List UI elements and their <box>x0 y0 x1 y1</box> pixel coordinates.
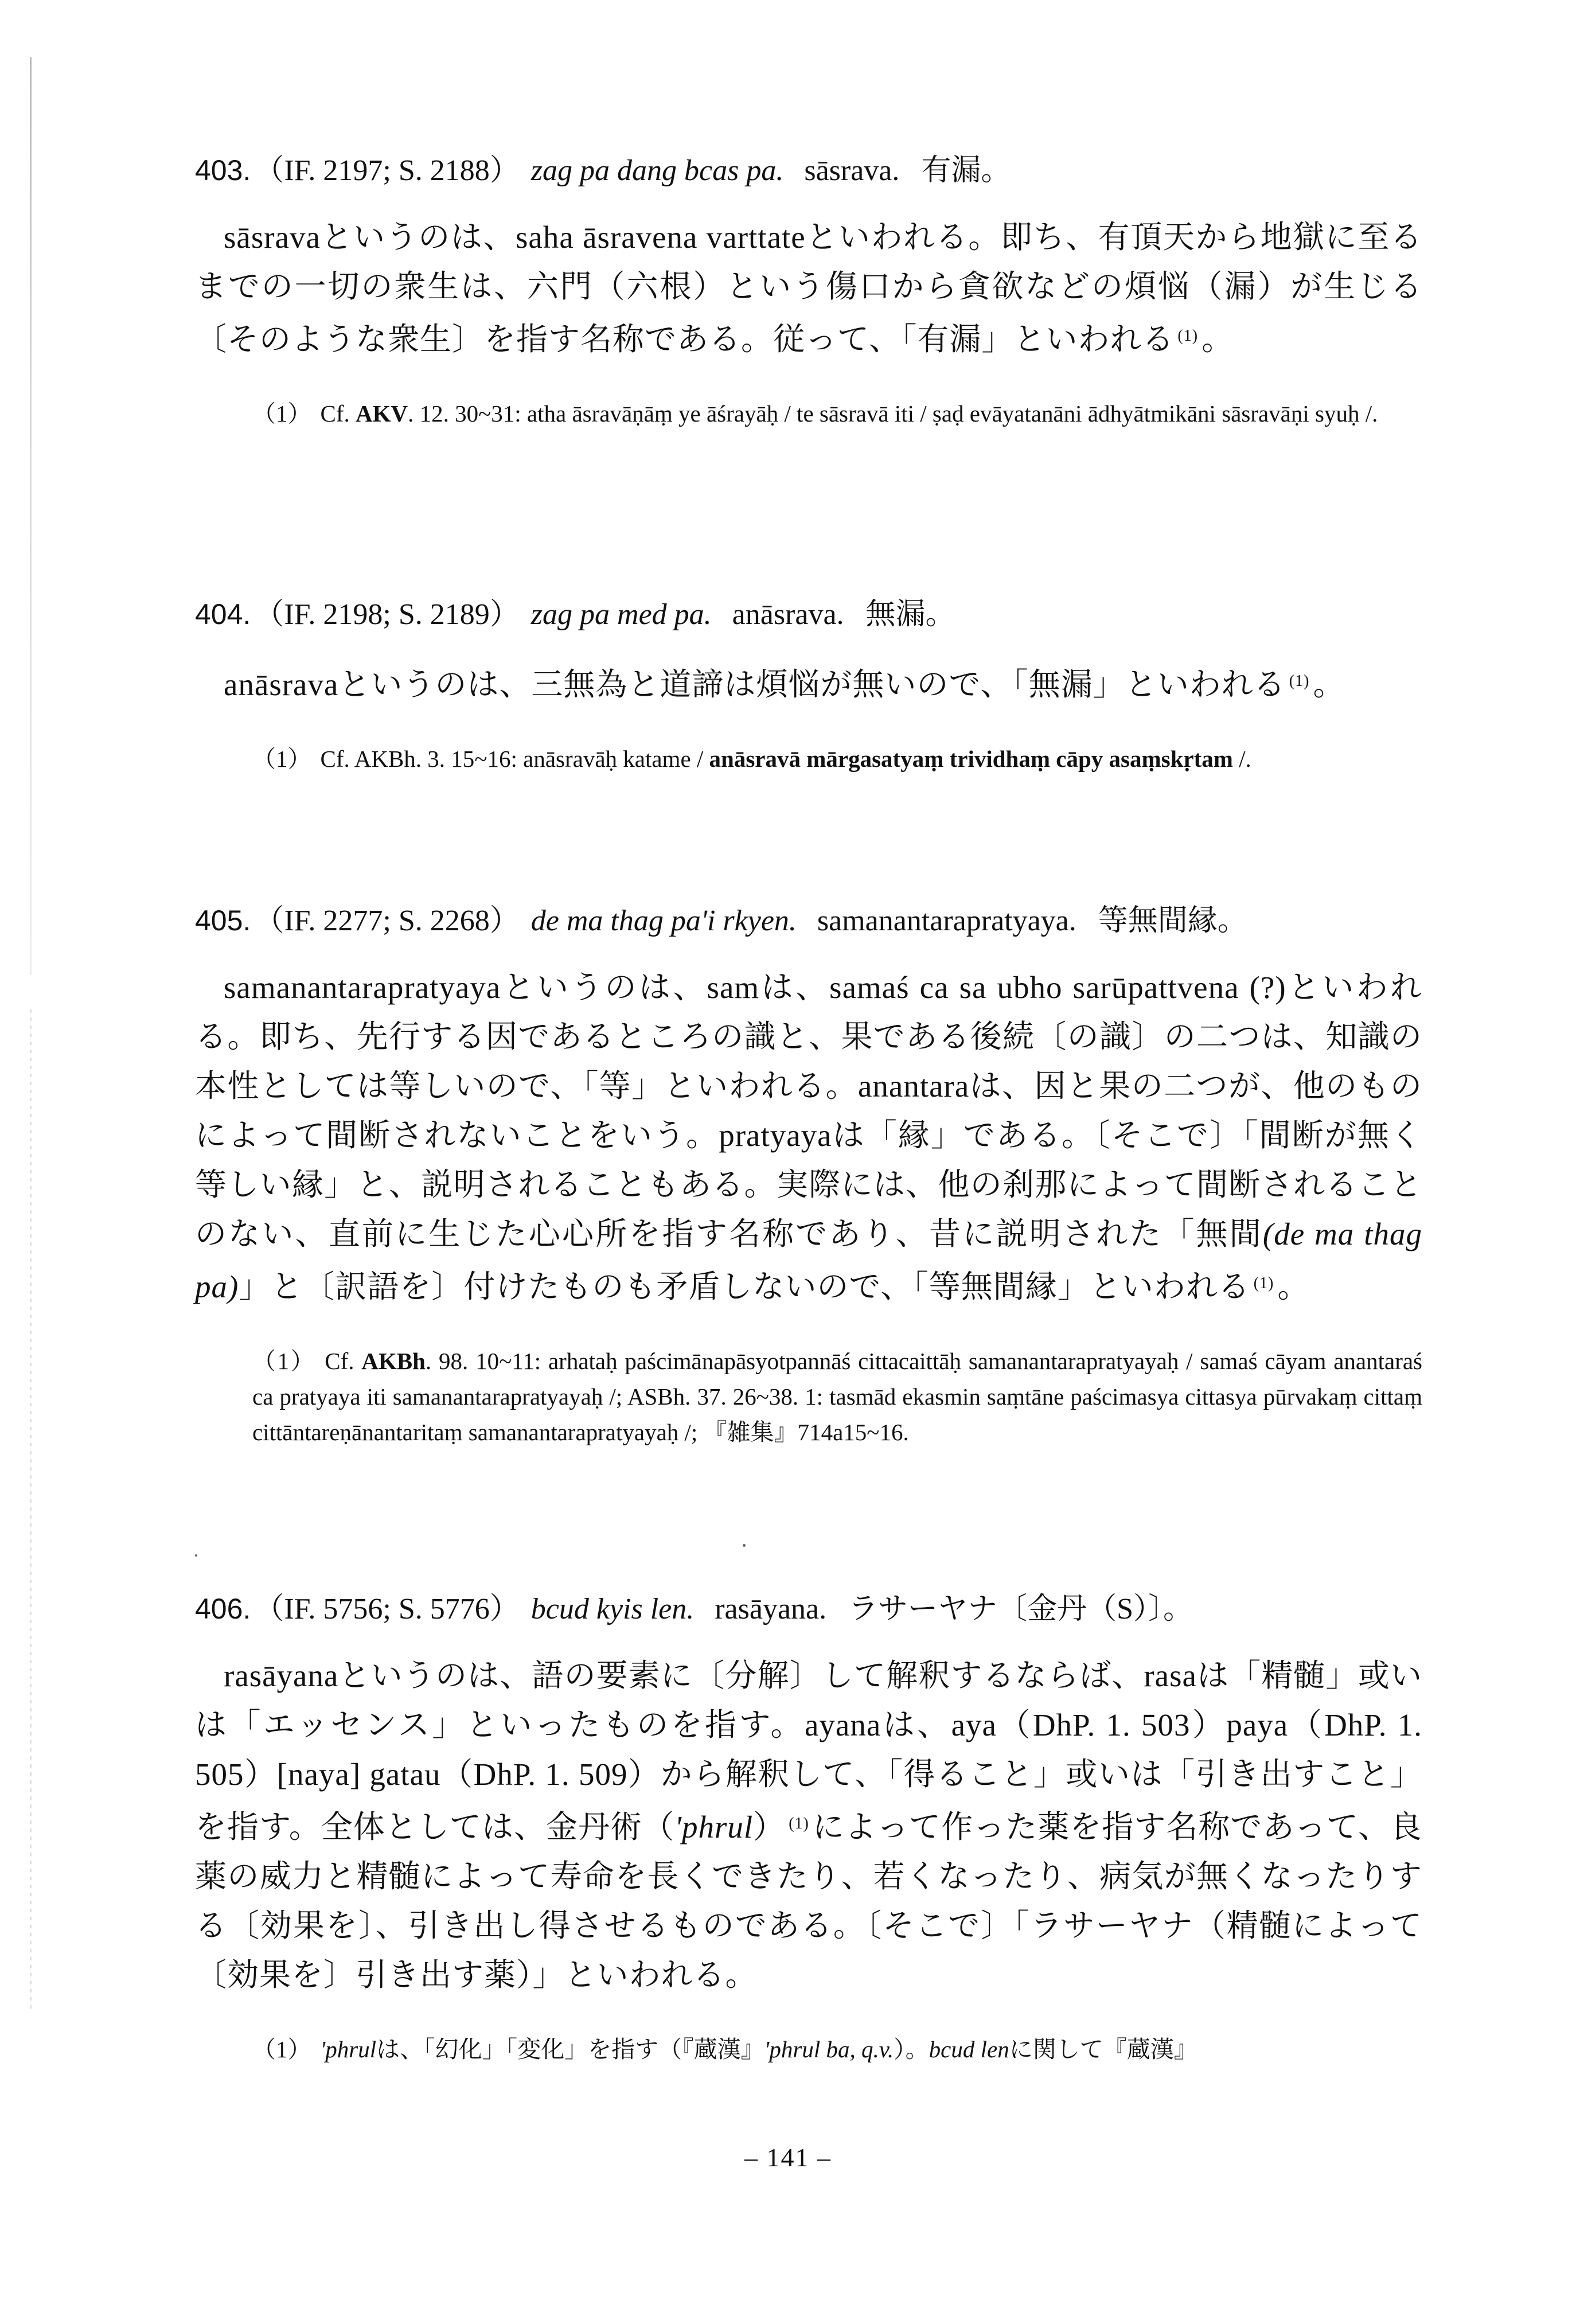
entry-paragraph <box>195 1651 1422 2000</box>
tibetan-gloss: 'phrul <box>674 1810 754 1845</box>
footnote-tibetan: bcud len <box>929 2036 1009 2062</box>
page-number: – 141 – <box>744 2143 832 2172</box>
footnote-marker: (1) <box>789 1815 809 1832</box>
footnote-number: （1） <box>252 400 311 427</box>
footnote-marker: (1) <box>1177 327 1199 345</box>
tibetan-term: de ma thag pa'i rkyen. <box>530 904 797 937</box>
entry-number: 404. <box>195 598 251 630</box>
footnote-tibetan: 'phrul ba, q.v. <box>764 2036 894 2062</box>
paragraph-text: sāsravaというのは、saha āsravena varttateといわれる。即ち、有頂天から地獄に至るまでの一切の衆生は、六門（六根）という傷口から貪欲などの煩悩（漏）が生じる〔そのような衆生〕を指す名称である。従って、「有漏」といわれる <box>195 220 1422 357</box>
paragraph-text: 。 <box>1277 1269 1310 1304</box>
sanskrit-term: sāsrava. <box>804 154 900 187</box>
footnote <box>252 2031 1422 2067</box>
entry-paragraph <box>195 963 1422 1312</box>
sanskrit-term: samanantarapratyaya. <box>817 904 1076 937</box>
paragraph-text: samanantarapratyayaというのは、samは、samaś ca sa ubho sarūpattvena (?)といわれる。即ち、先行する因であるところの識と、果である後続〔の識〕の二つは、知識の本性としては等しいので、「等」といわれる。anantaraは、因と果の二つが、他のものによって間断されないことをいう。pratyayaは「縁」である。〔そこで〕「間断が無く等しい縁」と、説明されることもある。実際には、他の刹那によって間断されることのない、直前に生じた心心所を指す名称であり、昔に説明された「無間 <box>195 970 1422 1251</box>
entry-404 <box>195 594 1422 800</box>
paragraph-text: 」と〔訳語を〕付けたものも矛盾しないので、「等無間縁」といわれる <box>239 1269 1250 1304</box>
tibetan-term: bcud kyis len. <box>530 1593 695 1625</box>
footnote-text: /. <box>1232 746 1251 772</box>
entry-heading <box>195 900 1422 941</box>
entry-reference: （IF. 2197; S. 2188） <box>254 154 520 187</box>
entry-number: 403. <box>195 154 251 186</box>
footnote-source: AKV <box>356 400 408 427</box>
paragraph-text: ） <box>753 1810 786 1845</box>
footnote-tibetan: 'phrul <box>320 2036 377 2062</box>
entry-heading <box>195 1589 1422 1629</box>
entry-paragraph <box>195 213 1422 364</box>
entry-number: 406. <box>195 1593 251 1625</box>
footnote <box>252 396 1422 431</box>
footnote-source: AKBh <box>361 1348 426 1374</box>
scan-speck <box>743 1544 746 1547</box>
scan-speck <box>195 1554 197 1557</box>
japanese-term: 等無間縁。 <box>1098 904 1247 937</box>
japanese-term: 有漏。 <box>921 154 1011 187</box>
tibetan-gloss: (de ma thag pa) <box>195 1216 1422 1304</box>
footnote-number: （1） <box>252 1348 316 1374</box>
paragraph-text: 。 <box>1313 667 1345 702</box>
footnote-text: Cf. AKBh. 3. 15~16: anāsravāḥ katame / <box>320 746 709 772</box>
footnote-marker: (1) <box>1253 1274 1274 1292</box>
entry-reference: （IF. 5756; S. 5776） <box>254 1593 520 1625</box>
entry-heading <box>195 150 1422 191</box>
footnote-text: は、「幻化」「変化」を指す（『蔵漢』 <box>376 2036 764 2062</box>
footnote-number: （1） <box>252 746 311 772</box>
footnote-text: . 98. 10~11: arhataḥ paścimānapāsyotpannāś cittacaittāḥ samanantarapratyayaḥ / samaś cāyam anantaraś ca pratyaya iti samanantarapratyayaḥ /; ASBh. 37. 26~38. 1: tasmād ekasmin saṃtāne paścimasya cittasya pūrvakaṃ cittaṃ cittāntareṇānantaritaṃ samanantarapratyayaḥ /; 『雑集』714a15~16. <box>252 1348 1422 1445</box>
footnote <box>252 1343 1422 1450</box>
footnote-text: Cf. <box>325 1348 362 1374</box>
sanskrit-term: rasāyana. <box>715 1593 827 1625</box>
entry-number: 405. <box>195 904 251 937</box>
footnote-number: （1） <box>252 2036 311 2062</box>
entry-406 <box>195 1589 1422 2091</box>
footnote-text: Cf. <box>320 400 356 427</box>
footnote-text: に関して『蔵漢』 <box>1009 2036 1197 2062</box>
entry-405 <box>195 900 1422 1473</box>
paragraph-text: によって作った薬を指す名称であって、良薬の威力と精髄によって寿命を長くできたり、若くなったり、病気が無くなったりする〔効果を〕、引き出し得させるものである。〔そこで〕「ラサーヤナ（精髄によって〔効果を〕引き出す薬）」といわれる。 <box>195 1810 1422 1992</box>
entry-reference: （IF. 2198; S. 2189） <box>254 598 520 631</box>
footnote-marker: (1) <box>1289 672 1310 690</box>
paragraph-text: 。 <box>1201 322 1234 357</box>
footnote-text: . 12. 30~31: atha āsravāṇāṃ ye āśrayāḥ / te sāsravā iti / ṣaḍ evāyatanāni ādhyātmikāni sāsravāṇi syuḥ /. <box>408 400 1378 427</box>
entry-paragraph <box>195 657 1422 709</box>
tibetan-term: zag pa dang bcas pa. <box>530 154 784 187</box>
japanese-term: ラサーヤナ〔金丹（S）〕。 <box>848 1593 1193 1625</box>
scan-binding-shadow-lower <box>30 1009 32 2013</box>
paragraph-text: rasāyanaというのは、語の要素に〔分解〕して解釈するならば、rasaは「精髄」或いは「エッセンス」といったものを指す。ayanaは、aya（DhP. 1. 503）paya（DhP. 1. 505）[naya] gatau（DhP. 1. 509）から解釈して、「得ること」或いは「引き出すこと」を指す。全体としては、金丹術（ <box>195 1658 1422 1845</box>
paragraph-text: anāsravaというのは、三無為と道諦は煩悩が無いので、「無漏」といわれる <box>224 667 1286 702</box>
entry-403 <box>195 150 1422 455</box>
footnote-text: ）。 <box>894 2036 929 2062</box>
footnote <box>252 741 1422 777</box>
sanskrit-term: anāsrava. <box>732 598 844 631</box>
footnote-emphasis: anāsravā mārgasatyaṃ trividhaṃ cāpy asaṃskṛtam <box>709 746 1233 772</box>
entry-heading <box>195 594 1422 635</box>
scan-binding-shadow <box>30 57 32 975</box>
japanese-term: 無漏。 <box>865 598 955 631</box>
entry-reference: （IF. 2277; S. 2268） <box>254 904 520 937</box>
tibetan-term: zag pa med pa. <box>530 598 712 631</box>
